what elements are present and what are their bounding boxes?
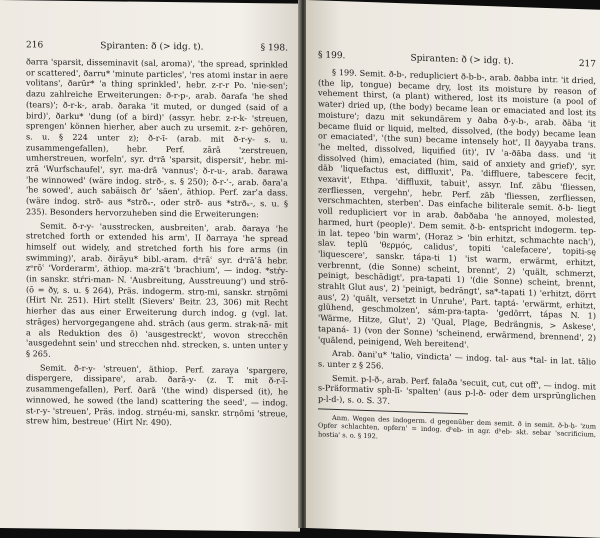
- footnote: Anm. Wegen des indogerm. d gegenüber dem semit. ð in semit. ð-b-ḥ- 'zum Opfer schlachten, opfern' = indog. dʰeb- in agr. dʰeb- skt. sebar 'sacrificium, hostia' s. o. § 192.: [318, 413, 596, 441]
- left-page: [0, 0, 300, 532]
- left-section-number: § 198.: [260, 43, 288, 54]
- paragraph: § 199. Semit. ð-b-, redupliciert ð-b-b-, arab. ðabba intr. 'it dried, (the lip, tongue) became dry, lost its moisture by reason of vehement thirst, (a plant) withered, lost its moisture (a pool of water) dried up, (the body) became lean or emaciated and lost its moisture'; dazu mit sekundärem y ðaba ð-y-b-, arab. ðāba 'it became fluid or liquid, melted, dissolved, (the body) became lean or emaciated', '(the sun) became intensely hot', II ðayyaba trans. 'he melted, dissolved, liquified (it)', IV ʾa-ðāba dass. und 'it dissolved (him), emaciated (him, said of anxiety and grief)', syr. dāb 'liquefactus est, diffluxit', Pa. 'diffluere, tabescere fecit, vexavit', Ethpa. 'diffluxit, tabuit', assyr. Inf. zābu 'fliessen, zerfliessen, vergehn', hebr. Perf. zāb 'fliessen, zerfliessen, verschmachten, sterben'. Das einfache biliterale semit. ð-b- liegt voll redupliciert vor in arab. ðabðaba 'he annoyed, molested, harmed, hurt (people)'. Dem semit. ð-b- entspricht indogerm. tep- in lat. tepeo 'bin warm', (Horaz > 'bin erhitzt, schmachte nach'), slav. teplŭ 'θερμός, calidus', topiti 'calefacere', topiti-sę 'liquescere', sanskr. tápa-ti 1) 'ist warm, erwärmt, erhitzt, verbrennt, (die Sonne) scheint, brennt', 2) 'quält, schmerzt, peinigt, beschädigt', pra-tapati 1) '(die Sonne) scheint, brennt, strahlt Glut aus', 2) 'peinigt, bedrängt', sa*-tapati 1) 'erhitzt, dörrt aus', 2) 'quält, versetzt in Unruhe', Part. taptá- 'erwärmt, erhitzt, glühend, geschmolzen', sám-pra-tapta- 'gedörrt, tápas N. 1) 'Wärme, Hitze, Glut', 2) 'Qual, Plage, Bedrängnis, > Askese', tapaná- 1) (von der Sonne) 'scheinend, erwärmend, brennend', 2) 'quälend, peinigend, Weh bereitend'.: [318, 66, 596, 349]
- right-section-number: § 199.: [318, 50, 346, 62]
- paragraph: ðarra 'sparsit, disseminavit (sal, aroma)', 'the spread, sprinkled or scattered', ðarru* 'minute particles', 'res atomi instar in aere volitans', ðarūr* 'a thing sprinkled', hebr. z-r-r Po. 'nie-sen'; dazu zahlreiche Erweiterungen: ð-r-p-, arab. ðarafa 'he shed (tears)'; ð-r-k-, arab. ðaraka 'it muted, or dunged (said of a bird)', ðarku* 'dung (of a bird)' (assyr. hebr. z-r-k- 'streuen, sprengen' können hierher, aber auch zu ursemit. z-r- gehören, s. u. § 224 unter z); ð-r-ī- (arab. mit ð-r-y- s. u. zusammengefallen), hebr. Perf. zārā 'zerstreuen, umherstreuen, worfeln', syr. dᵉrā 'sparsit, dispersit', hebr. mi-zrā 'Wurfschaufel', syr. ma-drā 'vannus'; ð-r-u-, arab. ðarawa 'he winnowed' (wäre indog. strð-, s. § 250); ð-r-ʾ-, arab. ðaraʾa 'he sowed', auch sabäisch ðrʾ 'säen', äthiop. Perf. zarʾa dass. (wäre indog. strð- aus *strðₓ-, oder strð- aus *strðₓ-, s. u. § 235). Besonders hervorzuheben sind die Erweiterungen:: [26, 56, 288, 220]
- left-page-number: 216: [26, 40, 44, 51]
- left-running-head: [26, 40, 288, 53]
- paragraph: Semit. p-l-ð-, arab. Perf. falaða 'secuit, cut, cut off', — indog. mit s-Präformativ sph-lī- 'spalten' (aus p-l-ð- oder dem ursprünglichen p-l-d-), s. o. S. 37.: [318, 372, 596, 406]
- paragraph: Semit. ð-r-y- 'streuen', äthiop. Perf. zaraya 'spargere, dispergere, dissipare', arab. ðarā-y- (z. T. mit ð-r-ī- zusammengefallen), Perf. ðarā '(the wind) dispersed (it), he winnowed, he sowed (the land) scattering the seed', — indog. st-r-y- 'streuen', Präs. indog. strṇéu-mi, sanskr. strṇōmi 'streue, strew him, bestreue' (Hirt Nr. 490).: [26, 362, 288, 428]
- right-running-head: [318, 50, 596, 69]
- right-page: [306, 0, 600, 538]
- right-head-title: Spiranten: ð (> idg. t).: [410, 53, 514, 67]
- paragraph: Arab. ðaniʾu* 'talio, vindicta' — indog. tal- aus *tal- in lat. tālio s. unter z § 256.: [318, 348, 596, 371]
- paragraph: Semit. ð-r-y- 'ausstrecken, ausbreiten', arab. ðaraya 'he stretched forth or extended his arm', II ðarraya 'he spread himself out widely, and stretched forth his fore arms (in swimming)', arab. ðirāyu* bibl.-aram. dᵉrāʿ syr. dᵉrāʿā hebr. zᵉrōʿ 'Vorderarm', äthiop. ma-zrāʿt 'brachium', — indog. *stŕy- (in sanskr. stŕri-man- N. 'Ausbreitung, Ausstreuung') und strō- (ō = ðy, s. u. § 264), Präs. indogerm. strṇ-mi, sanskr. strṇōmi (Hirt Nr. 251). Hirt stellt (Sievers' Beitr. 23, 306) mit Recht hierher das aus einer Erweiterung durch indog. g (vgl. lat. strāges) hervorgegangene ahd. strāch (aus germ. strak-nā- mit a als Reduktion des ō) 'ausgestreckt', wovon strecchēn 'ausgedehnt sein' und strecchen nhd. strecken, s. unten unter y § 265.: [26, 220, 288, 359]
- left-head-title: Spiranten: ð (> idg. t).: [100, 41, 204, 53]
- right-page-number: 217: [578, 59, 596, 70]
